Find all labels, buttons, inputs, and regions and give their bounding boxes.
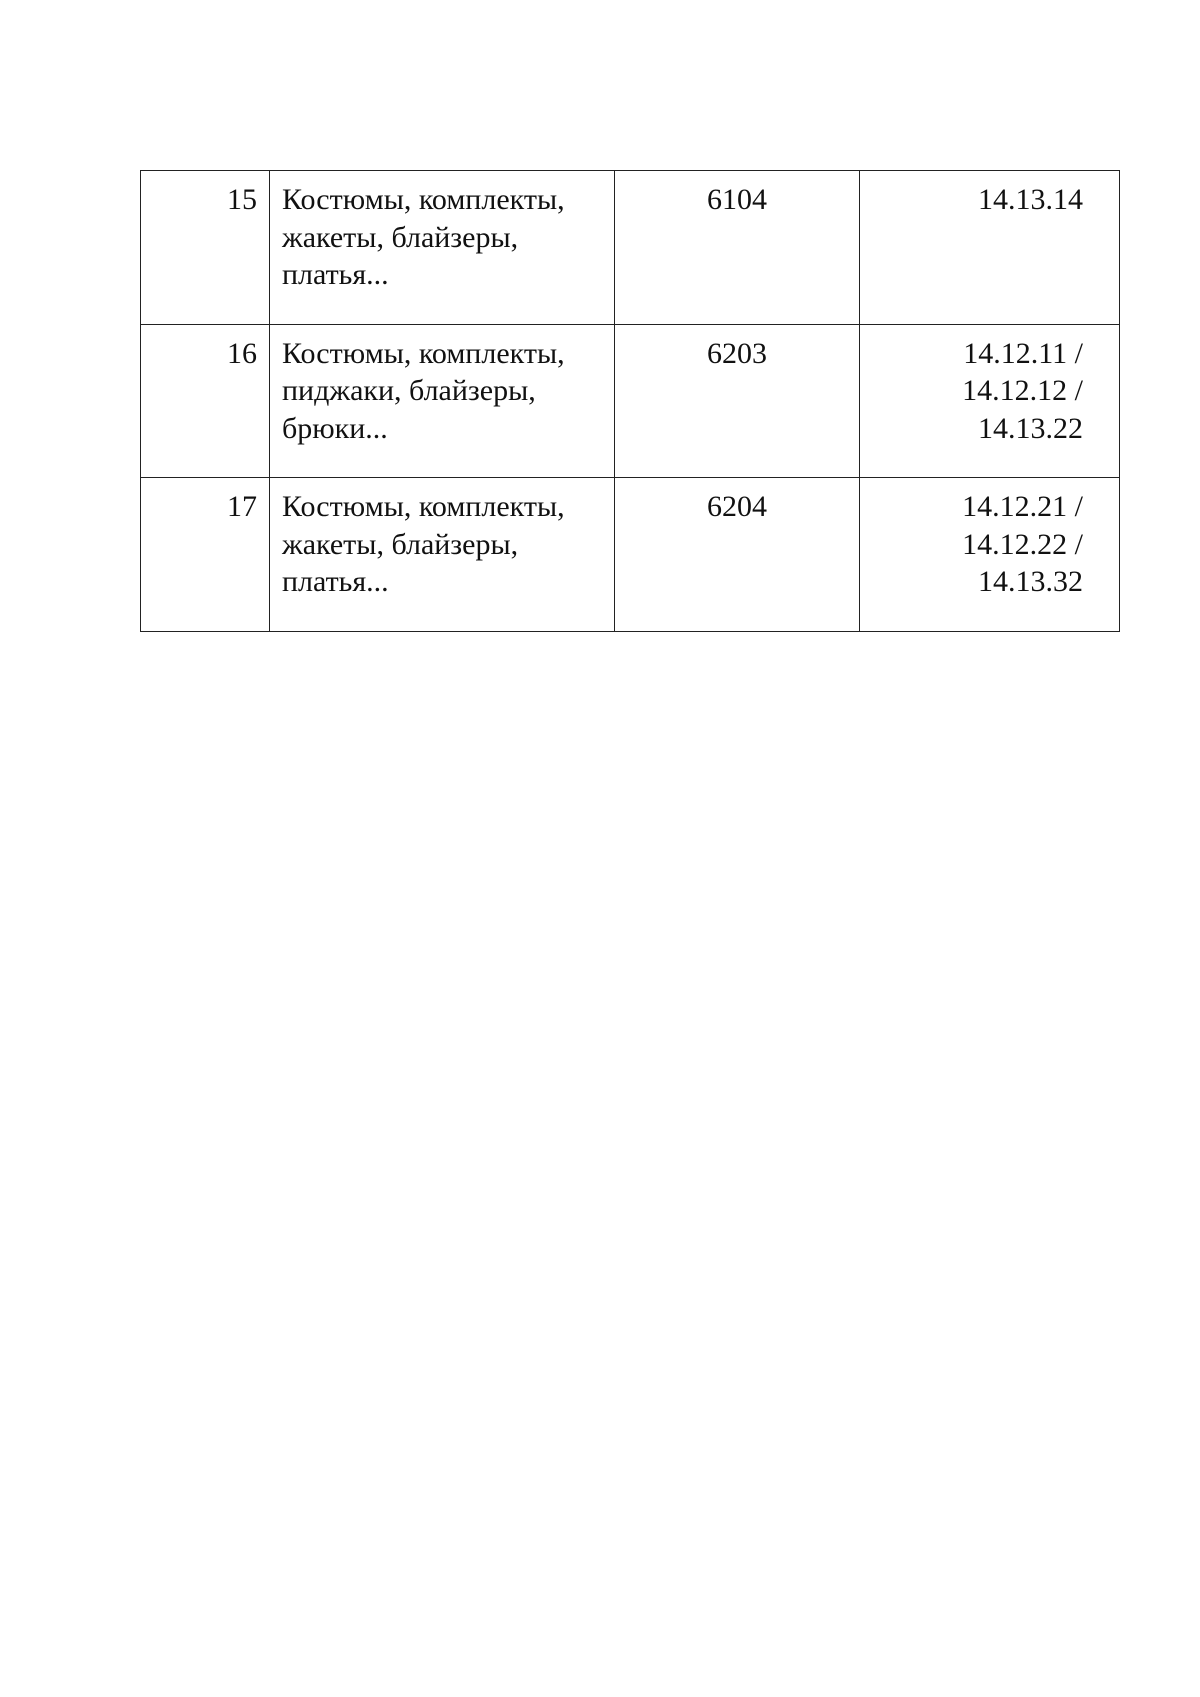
document-table	[140, 170, 1120, 632]
table-row: 15 Костюмы, комплекты, жакеты, блайзеры, платья... 6104 14.13.14	[141, 171, 1120, 325]
table-row: 17 Костюмы, комплекты, жакеты, блайзеры, платья... 6204 14.12.21 / 14.12.22 / 14.13.32	[141, 478, 1120, 632]
table-row: 16 Костюмы, комплекты, пиджаки, блайзеры, брюки... 6203 14.12.11 / 14.12.12 / 14.13.22	[141, 324, 1120, 478]
